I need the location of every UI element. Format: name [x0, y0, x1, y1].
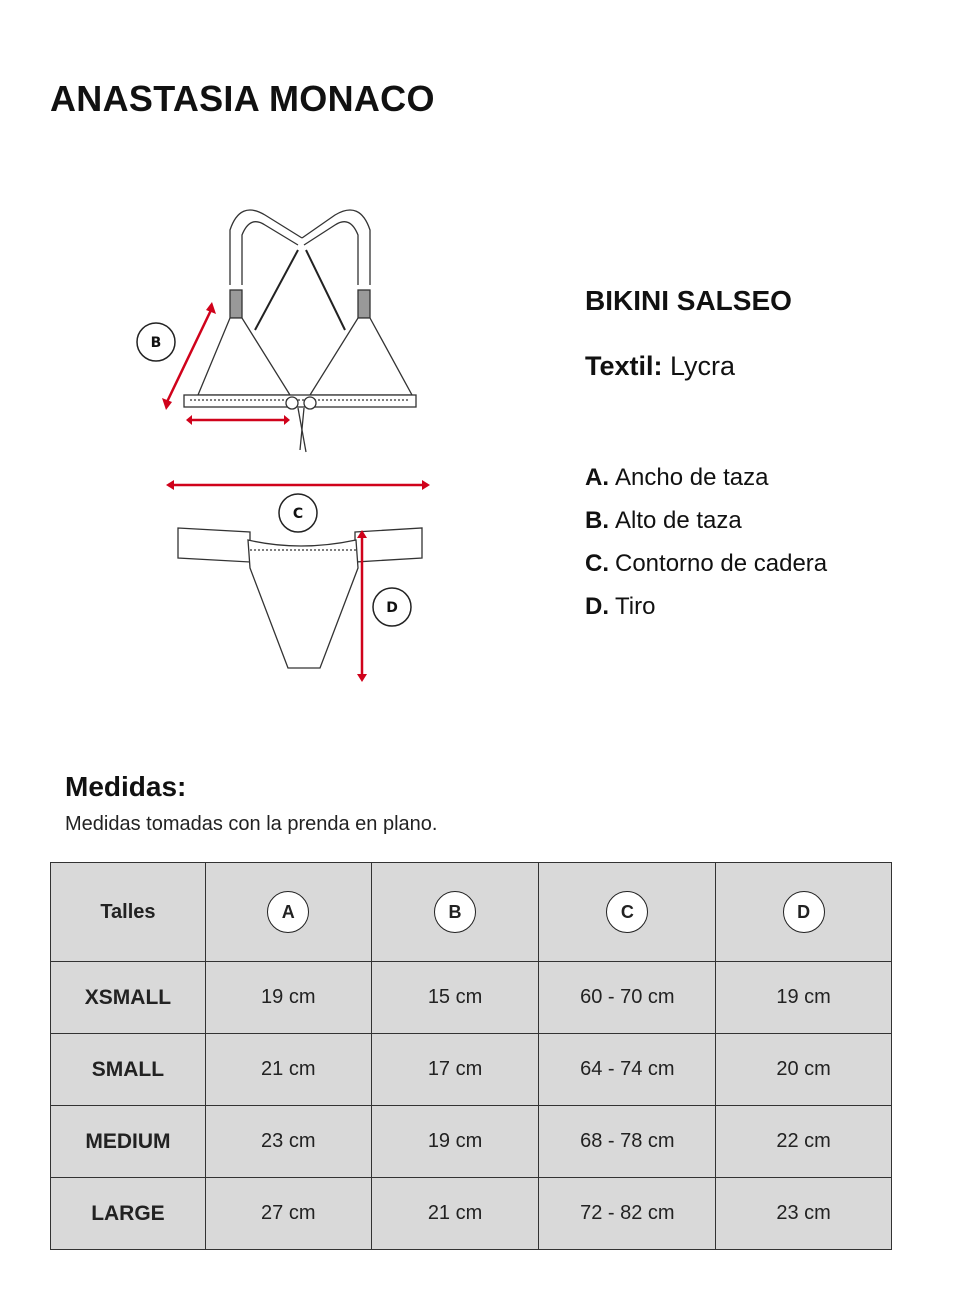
table-cell: 15 cm	[371, 962, 539, 1034]
table-row	[51, 1178, 892, 1250]
size-label: MEDIUM	[51, 1106, 206, 1178]
measures-note: Medidas tomadas con la prenda en plano.	[65, 813, 438, 835]
table-cell: 19 cm	[205, 962, 371, 1034]
bikini-diagram	[120, 190, 450, 700]
table-cell: 27 cm	[205, 1178, 371, 1250]
column-badge: C	[606, 891, 648, 933]
table-cell: 20 cm	[716, 1034, 892, 1106]
table-row	[51, 1106, 892, 1178]
right-cup	[310, 318, 412, 395]
diagram-label-c: C	[292, 506, 304, 522]
table-cell: 21 cm	[371, 1178, 539, 1250]
measurement-legend	[585, 464, 945, 636]
legend-text: Tiro	[615, 593, 656, 620]
legend-item	[585, 507, 945, 550]
product-name: BIKINI SALSEO	[585, 285, 792, 316]
header-d	[716, 863, 892, 962]
legend-key: D.	[585, 593, 609, 620]
size-label: XSMALL	[51, 962, 206, 1034]
table-cell: 68 - 78 cm	[539, 1106, 716, 1178]
legend-text: Alto de taza	[615, 507, 742, 534]
legend-item	[585, 550, 945, 593]
diagram-label-b: B	[150, 335, 162, 351]
legend-text: Ancho de taza	[615, 464, 769, 491]
bottom-front	[248, 540, 358, 668]
left-strap	[230, 210, 302, 285]
table-row	[51, 1034, 892, 1106]
fabric-line	[585, 351, 945, 382]
size-label: SMALL	[51, 1034, 206, 1106]
table-cell: 60 - 70 cm	[539, 962, 716, 1034]
legend-key: B.	[585, 507, 609, 534]
table-cell: 21 cm	[205, 1034, 371, 1106]
legend-key: C.	[585, 550, 609, 577]
bottom-left-side	[178, 528, 250, 562]
right-strap	[302, 210, 370, 285]
diagram-label-d: D	[386, 600, 398, 616]
column-badge: A	[267, 891, 309, 933]
table-cell: 23 cm	[716, 1178, 892, 1250]
product-info	[585, 285, 945, 652]
table-cell: 72 - 82 cm	[539, 1178, 716, 1250]
legend-item	[585, 464, 945, 507]
size-table	[50, 862, 892, 1250]
table-cell: 23 cm	[205, 1106, 371, 1178]
header-b	[371, 863, 539, 962]
header-a	[205, 863, 371, 962]
size-label: LARGE	[51, 1178, 206, 1250]
fabric-value: Lycra	[670, 351, 736, 381]
fabric-label: Textil:	[585, 351, 663, 381]
legend-item	[585, 593, 945, 636]
legend-key: A.	[585, 464, 609, 491]
legend-text: Contorno de cadera	[615, 550, 828, 577]
table-cell: 64 - 74 cm	[539, 1034, 716, 1106]
bottom-right-side	[355, 528, 422, 562]
left-strap-inner	[242, 222, 298, 285]
measures-title: Medidas:	[65, 771, 187, 802]
table-row	[51, 962, 892, 1034]
table-cell: 19 cm	[371, 1106, 539, 1178]
table-cell: 19 cm	[716, 962, 892, 1034]
header-c	[539, 863, 716, 962]
table-cell: 22 cm	[716, 1106, 892, 1178]
column-badge: B	[434, 891, 476, 933]
table-header-row	[51, 863, 892, 962]
brand-title: ANASTASIA MONACO	[50, 78, 435, 119]
header-talles: Talles	[51, 863, 206, 962]
table-cell: 17 cm	[371, 1034, 539, 1106]
column-badge: D	[783, 891, 825, 933]
left-cup	[198, 318, 290, 395]
